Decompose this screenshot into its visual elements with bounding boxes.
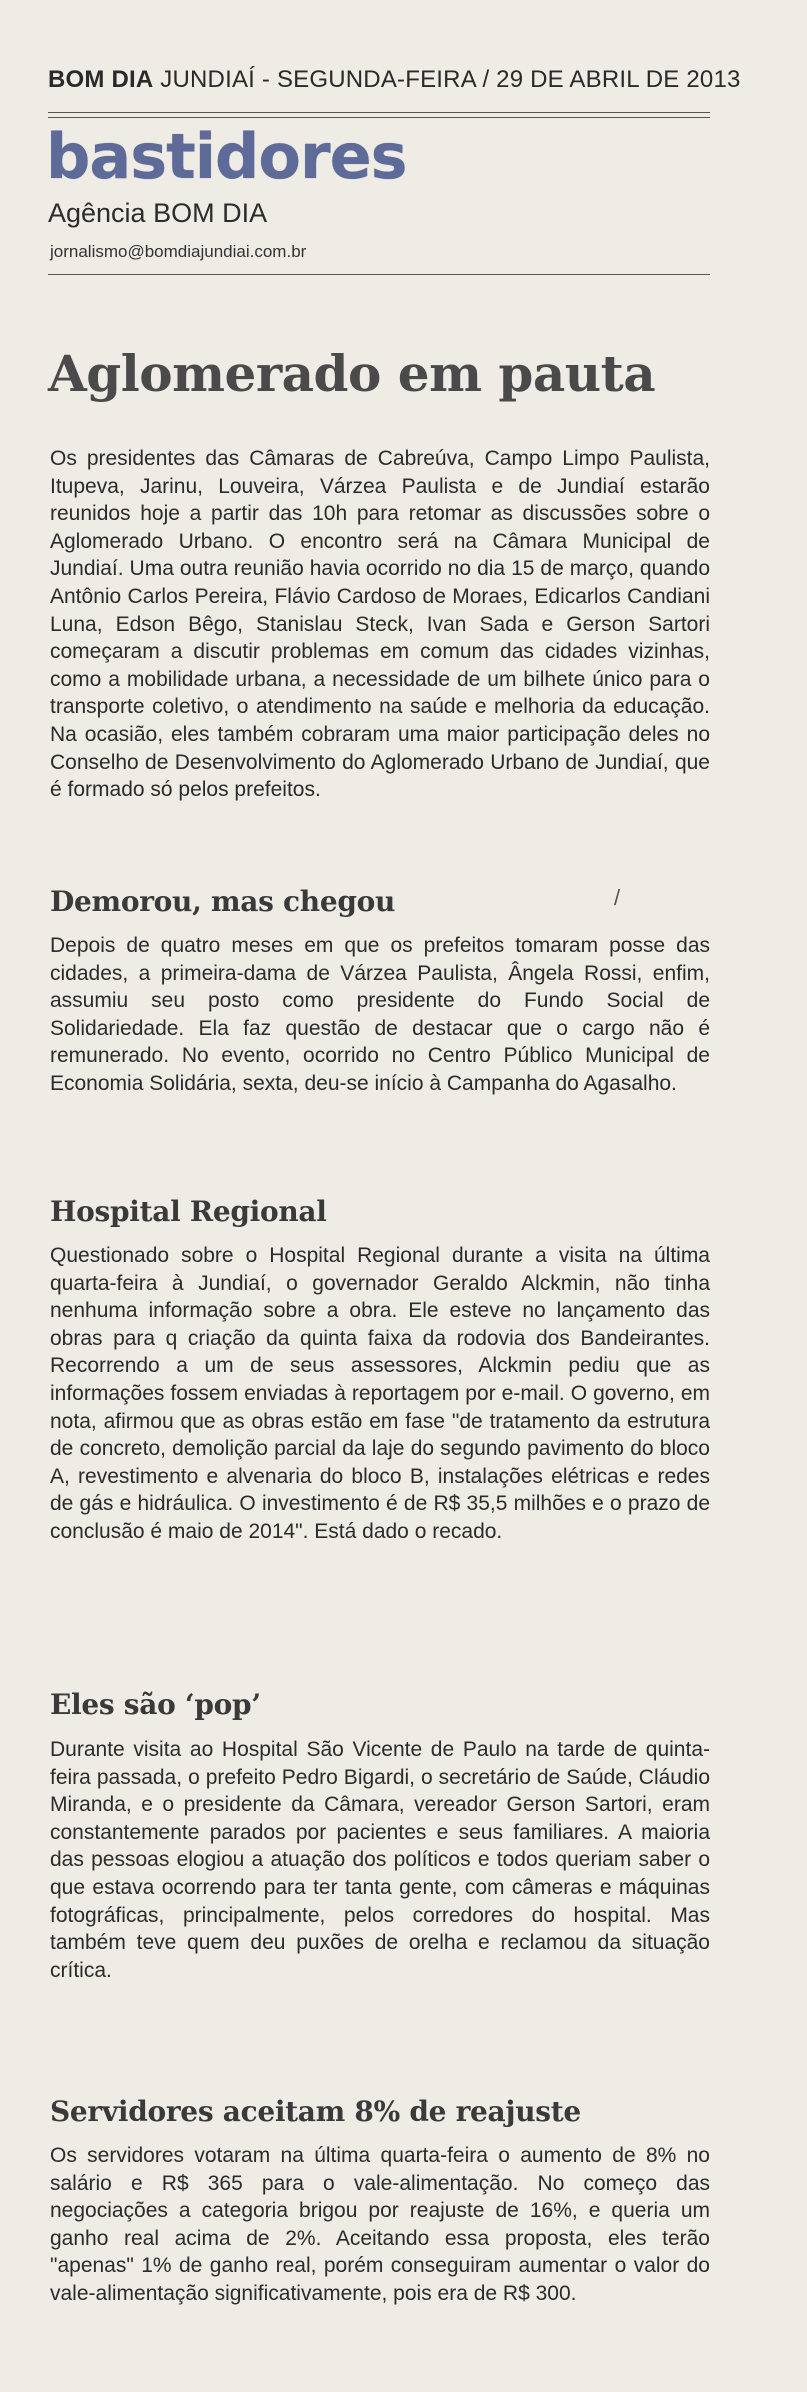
column-title: bastidores <box>46 120 407 193</box>
intro-paragraph: Os presidentes das Câmaras de Cabreúva, Campo Limpo Paulista, Itupeva, Jarinu, Louveira, Várzea Paulista e de Jundiaí estarão reunidos hoje a partir das 10h para retomar as discussões sobre o Aglomerado Urbano. O encontro será na Câmara Municipal de Jundiaí. Uma outra reunião havia ocorrido no dia 15 de março, quando Antônio Carlos Pereira, Flávio Cardoso de Moraes, Edicarlos Candiani Luna, Edson Bêgo, Stanislau Steck, Ivan Sada e Gerson Sartori começaram a discutir problemas em comum das cidades vizinhas, como a mobilidade urbana, a necessidade de um bilhete único para o transporte coletivo, o atendimento na saúde e melhoria da educação. Na ocasião, eles também cobraram uma maior participação deles no Conselho de Desenvolvimento do Aglomerado Urbano de Jundiaí, que é formado só pelos prefeitos. <box>50 447 710 802</box>
header-rule <box>48 274 710 275</box>
masthead-rule-bottom <box>48 117 710 118</box>
paragraph-demorou: Depois de quatro meses em que os prefeitos tomaram posse das cidades, a primeira-dama de Várzea Paulista, Ângela Rossi, enfim, assumiu seu posto como presidente do Fundo Social de Solidariedade. Ela faz questão de destacar que o cargo não é remunerado. No evento, ocorrido no Centro Público Municipal de Economia Solidária, sexta, deu-se início à Campanha do Agasalho. <box>50 934 710 1095</box>
paragraph-servidores: Os servidores votaram na última quarta-feira o aumento de 8% no salário e R$ 365 para o vale-alimentação. No começo das negociações a categoria brigou por reajuste de 16%, e queria um ganho real acima de 2%. Aceitando essa proposta, eles terão "apenas" 1% de ganho real, porém conseguiram aumentar o valor do vale-alimentação significativamente, pois era de R$ 300. <box>50 2144 710 2305</box>
masthead-rule-top <box>48 112 710 113</box>
agency-credit: Agência BOM DIA <box>48 198 268 228</box>
masthead-date-line: JUNDIAÍ - SEGUNDA-FEIRA / 29 DE ABRIL DE 2013 <box>153 66 741 93</box>
subhead-hospital-regional: Hospital Regional <box>50 1195 327 1228</box>
masthead <box>48 66 741 94</box>
subhead-demorou: Demorou, mas chegou <box>50 885 396 918</box>
stray-mark: / <box>614 885 621 910</box>
subhead-servidores: Servidores aceitam 8% de reajuste <box>50 2095 581 2128</box>
masthead-publication: BOM DIA <box>48 66 154 93</box>
subhead-eles-sao-pop: Eles são ‘pop’ <box>50 1688 261 1721</box>
article-headline: Aglomerado em pauta <box>48 344 656 403</box>
paragraph-eles-sao-pop: Durante visita ao Hospital São Vicente de Paulo na tarde de quinta-feira passada, o prefeito Pedro Bigardi, o secretário de Saúde, Cláudio Miranda, e o presidente da Câmara, vereador Gerson Sartori, eram constantemente parados por pacientes e seus familiares. A maioria das pessoas elogiou a atuação dos políticos e todos queriam saber o que estava ocorrendo para ter tanta gente, com câmeras e máquinas fotográficas, principalmente, pelos corredores do hospital. Mas também teve quem deu puxões de orelha e reclamou da situação crítica. <box>50 1738 710 1982</box>
paragraph-hospital-regional: Questionado sobre o Hospital Regional durante a visita na última quarta-feira à Jundiaí, o governador Geraldo Alckmin, não tinha nenhuma informação sobre a obra. Ele esteve no lançamento das obras para q criação da quinta faixa da rodovia dos Bandeirantes. Recorrendo a um de seus assessores, Alckmin pediu que as informações fossem enviadas à reportagem por e-mail. O governo, em nota, afirmou que as obras estão em fase "de tratamento da estrutura de concreto, demolição parcial da laje do segundo pavimento do bloco A, revestimento e alvenaria do bloco B, instalações elétricas e redes de gás e hidráulica. O investimento é de R$ 35,5 milhões e o prazo de conclusão é maio de 2014". Está dado o recado. <box>50 1244 710 1543</box>
contact-email: jornalismo@bomdiajundiai.com.br <box>50 242 307 261</box>
